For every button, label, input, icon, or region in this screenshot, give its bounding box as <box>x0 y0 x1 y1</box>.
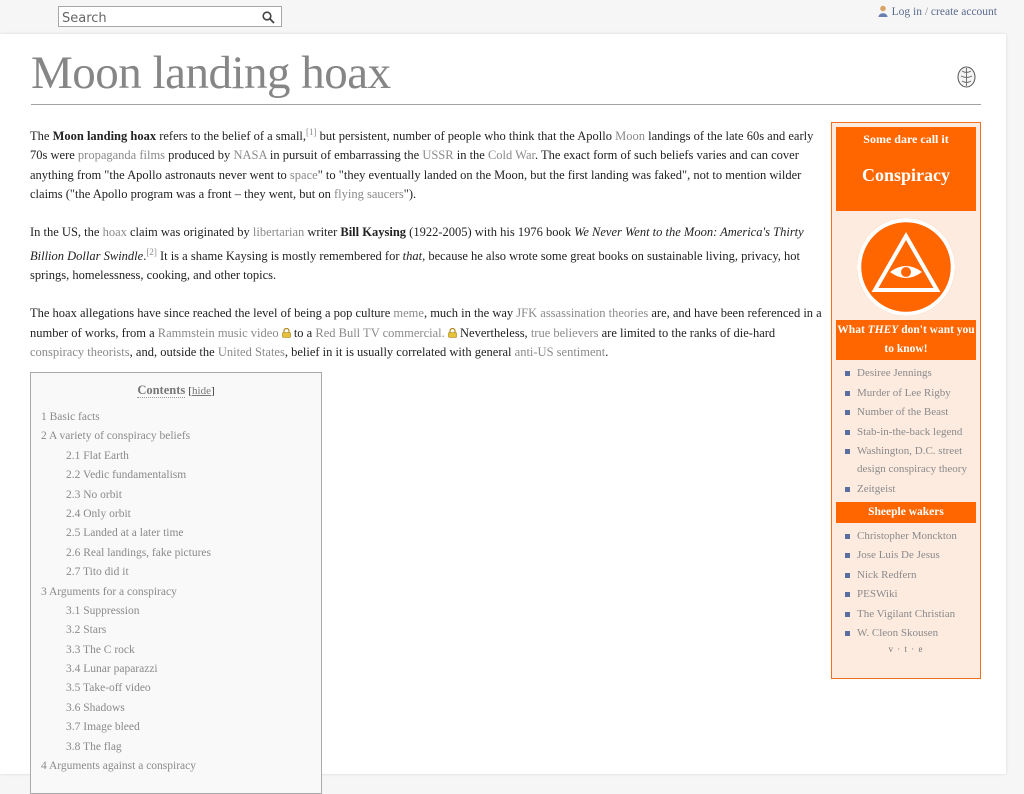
login-link[interactable]: Log in <box>891 6 922 18</box>
link-moon[interactable]: Moon <box>615 129 645 144</box>
reference-1[interactable]: [1] <box>306 127 317 137</box>
navbox-item[interactable]: PESWiki <box>842 585 980 603</box>
navbox-item[interactable]: Christopher Monckton <box>842 527 980 545</box>
text: (1922-2005) with his 1976 book <box>406 225 575 240</box>
toc-header <box>31 383 321 398</box>
section-text: What <box>837 324 868 336</box>
lock-icon <box>282 328 291 338</box>
toc-item[interactable]: 2.7 Tito did it <box>66 566 129 579</box>
toc-item[interactable]: 2.4 Only orbit <box>66 507 131 520</box>
link-nasa[interactable]: NASA <box>233 148 267 163</box>
toc-item[interactable]: 3.1 Suppression <box>66 604 140 617</box>
search-icon[interactable] <box>262 11 275 24</box>
page-title: Moon landing hoax <box>31 47 391 99</box>
link-rammstein[interactable]: Rammstein music video <box>157 325 279 340</box>
text: in pursuit of embarrassing the <box>266 148 423 163</box>
title-divider <box>31 104 981 105</box>
navbox-item[interactable]: Nick Redfern <box>842 566 980 584</box>
toc-title: Contents <box>137 383 186 397</box>
toc-item[interactable]: 4 Arguments against a conspiracy <box>41 760 197 773</box>
text: writer <box>304 225 341 240</box>
toc-item[interactable]: 3 Arguments for a conspiracy <box>41 585 177 598</box>
text: , much in the way <box>423 306 517 321</box>
text: claim was originated by <box>126 225 253 240</box>
toc-item[interactable]: 2.3 No orbit <box>66 488 122 501</box>
text: landings of the late 60s and early 70s were <box>30 129 814 163</box>
link-propaganda[interactable]: propaganda <box>77 148 137 163</box>
navbox-item[interactable]: Stab-in-the-back legend <box>842 423 980 441</box>
book-title: We Never Went to the Moon: America's Thirty Billion Dollar Swindle <box>30 225 804 263</box>
text: , belief in it is usually correlated with general <box>284 344 515 359</box>
navbox-item[interactable]: Number of the Beast <box>842 403 980 421</box>
link-anti-us[interactable]: anti-US sentiment <box>514 344 606 359</box>
toc-item[interactable]: 2.1 Flat Earth <box>66 449 129 462</box>
bracket: [ <box>188 385 193 397</box>
toc-item[interactable]: 2.6 Real landings, fake pictures <box>66 546 211 559</box>
user-links <box>878 5 997 18</box>
create-account-link[interactable]: create account <box>930 6 997 18</box>
conspiracy-navbox <box>831 122 981 679</box>
toc-item[interactable]: 3.7 Image bleed <box>66 721 140 734</box>
link-libertarian[interactable]: libertarian <box>252 225 305 240</box>
link-flying-saucers[interactable]: flying saucers <box>334 187 404 202</box>
eye-pyramid-icon <box>857 218 955 316</box>
toc-item[interactable]: 3.3 The C rock <box>66 643 135 656</box>
link-films[interactable]: films <box>139 148 166 163</box>
navbox-list-sheeple <box>832 527 980 643</box>
link-true-believers[interactable]: true believers <box>530 325 599 340</box>
toc-item[interactable]: 2.5 Landed at a later time <box>66 527 184 540</box>
link-hoax[interactable]: hoax <box>102 225 127 240</box>
text: , because he also wrote some great books on sustainable living, privacy, hot springs, homelessness, cooking, and other topics. <box>30 248 800 283</box>
text: In the US, the <box>30 225 103 240</box>
paragraph-1 <box>30 123 825 204</box>
article-body <box>30 123 825 381</box>
user-icon <box>878 5 888 17</box>
toc-item[interactable]: 3.2 Stars <box>66 624 107 637</box>
userlinks-separator: / <box>921 6 931 18</box>
toc-hide <box>188 385 214 397</box>
text: Nevertheless, <box>456 325 531 340</box>
bold-name: Bill Kaysing <box>340 225 407 240</box>
navbox-title[interactable]: Conspiracy <box>861 165 950 185</box>
paragraph-3 <box>30 304 825 362</box>
toc-hide-link[interactable]: hide <box>192 385 211 397</box>
brain-icon[interactable] <box>957 66 976 88</box>
bold-term: Moon landing hoax <box>52 129 157 144</box>
toc-item[interactable]: 3.8 The flag <box>66 740 122 753</box>
navbox-header <box>836 127 976 211</box>
navbox-vte[interactable]: v · t · e <box>888 644 924 654</box>
search-box[interactable] <box>58 6 282 27</box>
text: . The exact form of such beliefs varies and can cover anything from "the Apollo astronauts never went to <box>30 148 799 182</box>
search-input[interactable] <box>59 9 252 28</box>
link-meme[interactable]: meme <box>393 306 424 321</box>
content-area <box>0 34 1006 774</box>
text: produced by <box>165 148 234 163</box>
link-conspiracy-theorists[interactable]: conspiracy theorists <box>30 344 130 359</box>
toc-item[interactable]: 3.6 Shadows <box>66 701 125 714</box>
section-text: don't want you to know! <box>884 324 975 355</box>
link-space[interactable]: space <box>289 167 318 182</box>
link-red-bull[interactable]: Red Bull TV commercial. <box>315 325 445 340</box>
toc-item[interactable]: 3.5 Take-off video <box>66 682 151 695</box>
link-ussr[interactable]: USSR <box>422 148 454 163</box>
navbox-list-they <box>832 364 980 498</box>
text: are, and have been referenced in a number of works, from a <box>30 306 822 340</box>
text: are limited to the ranks of die-hard <box>598 325 776 340</box>
toc-item[interactable]: 1 Basic facts <box>41 411 100 423</box>
text: to a <box>290 325 316 340</box>
text: The <box>30 129 53 144</box>
navbox-item[interactable]: Zeitgeist <box>842 480 980 498</box>
text: "). <box>403 187 417 202</box>
lock-icon <box>448 328 457 338</box>
table-of-contents <box>30 372 322 794</box>
reference-2[interactable]: [2] <box>146 246 157 257</box>
link-jfk[interactable]: JFK assassination theories <box>516 306 649 321</box>
link-cold-war[interactable]: Cold War <box>487 148 535 163</box>
navbox-item[interactable]: Jose Luis De Jesus <box>842 546 980 564</box>
navbox-item[interactable]: W. Cleon Skousen <box>842 624 980 642</box>
emphasis: that <box>402 248 423 263</box>
text: . <box>605 344 609 359</box>
link-united-states[interactable]: United States <box>217 344 285 359</box>
navbox-section-sheeple: Sheeple wakers <box>836 502 976 523</box>
toc-item[interactable]: 3.4 Lunar paparazzi <box>66 663 158 676</box>
text: The hoax allegations have since reached the level of being a pop culture <box>30 306 394 321</box>
navbox-item[interactable]: Murder of Lee Rigby <box>842 384 980 402</box>
toc-list <box>31 408 321 776</box>
navbox-subtitle: Some dare call it <box>863 132 949 146</box>
paragraph-2 <box>30 223 825 285</box>
text: but persistent, number of people who think that the Apollo <box>316 129 616 144</box>
text: in the <box>453 148 488 163</box>
text: , and, outside the <box>129 344 218 359</box>
section-emphasis: THEY <box>867 324 899 336</box>
text: refers to the belief of a small, <box>156 129 307 144</box>
text: . <box>143 248 147 263</box>
toc-item[interactable]: 2 A variety of conspiracy beliefs <box>41 430 191 443</box>
navbox-item[interactable]: The Vigilant Christian <box>842 605 980 623</box>
text: " to "they eventually landed on the Moon, but the first landing was faked", not to mention wilder claims ("the Apollo program was a front – they went, but on <box>30 167 802 202</box>
navbox-item[interactable]: Washington, D.C. street design conspiracy theory <box>842 442 980 478</box>
toc-item[interactable]: 2.2 Vedic fundamentalism <box>66 469 187 482</box>
bracket: ] <box>211 385 215 397</box>
text: It is a shame Kaysing is mostly remembered for <box>156 248 403 263</box>
navbox-item[interactable]: Desiree Jennings <box>842 364 980 382</box>
navbox-section-they <box>836 320 976 360</box>
